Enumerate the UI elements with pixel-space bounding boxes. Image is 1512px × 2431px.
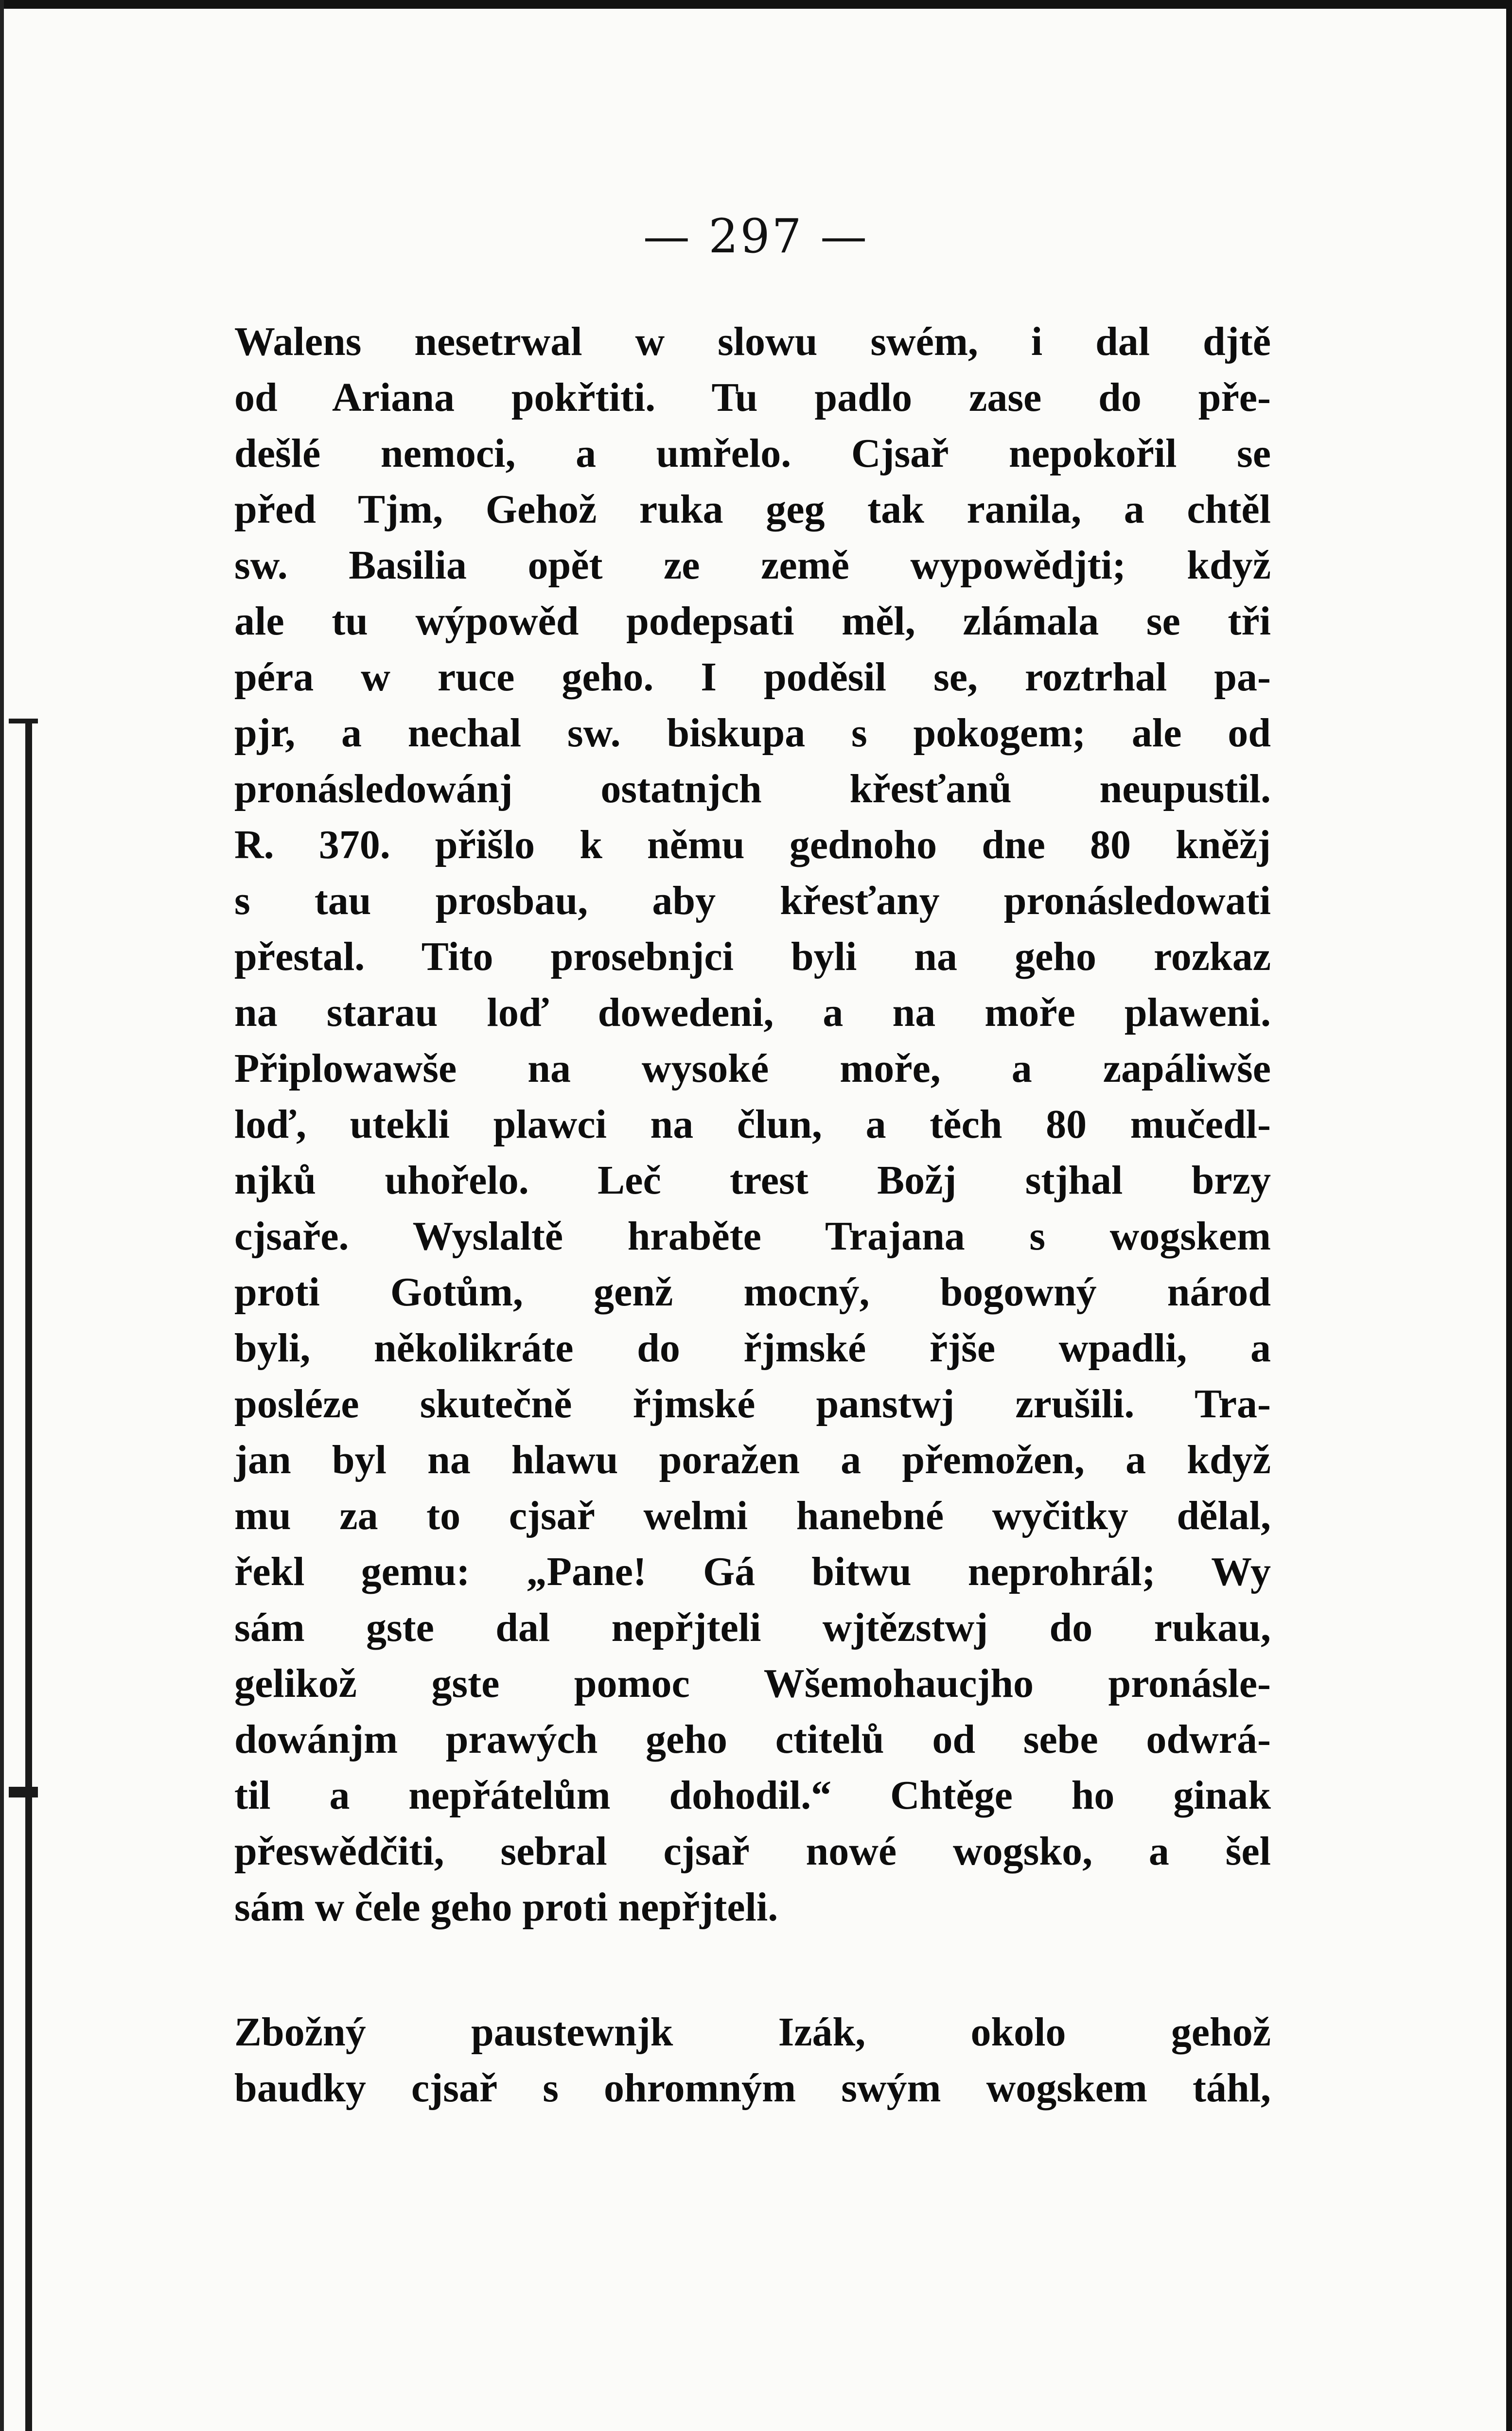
text-line: loď, utekli plawci na člun, a těch 80 mučedl- bbox=[234, 1102, 1271, 1147]
text-line: proti Gotům, genž mocný, bogowný národ bbox=[234, 1269, 1271, 1315]
text-line: til a nepřátelům dohodil.“ Chtěge ho ginak bbox=[234, 1773, 1271, 1818]
text-line: ale tu wýpowěd podepsati měl, zlámala se tři bbox=[234, 599, 1271, 644]
paragraph-gap bbox=[234, 1935, 1271, 2004]
text-line: péra w ruce geho. I poděsil se, roztrhal pa- bbox=[234, 654, 1271, 700]
scan-border-right bbox=[1506, 0, 1512, 2431]
gutter-mark-bottom bbox=[9, 1787, 38, 1797]
text-line: na starau loď dowedeni, a na moře plaweni. bbox=[234, 990, 1271, 1035]
text-line: pjr, a nechal sw. biskupa s pokogem; ale od bbox=[234, 710, 1271, 756]
text-line: byli, několikráte do řjmské řjše wpadli, a bbox=[234, 1325, 1271, 1371]
text-line: sám w čele geho proti nepřjteli. bbox=[234, 1885, 778, 1930]
text-line: s tau prosbau, aby křesťany pronásledowati bbox=[234, 878, 1271, 923]
text-line: R. 370. přišlo k němu gednoho dne 80 kněžj bbox=[234, 822, 1271, 867]
text-line: pronásledowánj ostatnjch křesťanů neupustil. bbox=[234, 766, 1271, 811]
text-line: sw. Basilia opět ze země wypowědjti; když bbox=[234, 543, 1271, 588]
text-line: přeswědčiti, sebral cjsař nowé wogsko, a šel bbox=[234, 1829, 1271, 1874]
body-text bbox=[234, 314, 1271, 2116]
text-line: Zbožný paustewnjk Izák, okolo gehož bbox=[234, 2009, 1271, 2055]
gutter-mark-top bbox=[9, 719, 38, 723]
text-line: cjsaře. Wyslaltě hraběte Trajana s wogskem bbox=[234, 1214, 1271, 1259]
binding-gutter-line bbox=[25, 720, 32, 2431]
paragraph-1 bbox=[234, 314, 1271, 1935]
text-line: jan byl na hlawu poražen a přemožen, a když bbox=[234, 1437, 1271, 1482]
text-line: baudky cjsař s ohromným swým wogskem táhl, bbox=[234, 2065, 1271, 2111]
text-line: sám gste dal nepřjteli wjtězstwj do rukau, bbox=[234, 1605, 1271, 1650]
paragraph-2 bbox=[234, 2004, 1271, 2116]
text-line: řekl gemu: „Pane! Gá bitwu neprohrál; Wy bbox=[234, 1549, 1271, 1594]
text-line: njků uhořelo. Leč trest Božj stjhal brzy bbox=[234, 1158, 1271, 1203]
text-line: Připlowawše na wysoké moře, a zapáliwše bbox=[234, 1046, 1271, 1091]
text-line: mu za to cjsař welmi hanebné wyčitky dělal, bbox=[234, 1493, 1271, 1538]
text-line: dešlé nemoci, a umřelo. Cjsař nepokořil se bbox=[234, 431, 1271, 476]
text-line: přestal. Tito prosebnjci byli na geho rozkaz bbox=[234, 934, 1271, 979]
page-number: — 297 — bbox=[643, 209, 869, 264]
text-line: Walens nesetrwal w slowu swém, i dal djtě bbox=[234, 319, 1271, 364]
text-line: gelikož gste pomoc Wšemohaucjho pronásle- bbox=[234, 1661, 1271, 1706]
text-line: od Ariana pokřtiti. Tu padlo zase do pře- bbox=[234, 375, 1271, 420]
text-line: posléze skutečně řjmské panstwj zrušili. Tra- bbox=[234, 1381, 1271, 1427]
scan-border-top bbox=[0, 0, 1512, 9]
text-line: před Tjm, Gehož ruka geg tak ranila, a chtěl bbox=[234, 487, 1271, 532]
text-line: dowánjm prawých geho ctitelů od sebe odwrá- bbox=[234, 1717, 1271, 1762]
scan-border-left bbox=[0, 0, 4, 2431]
